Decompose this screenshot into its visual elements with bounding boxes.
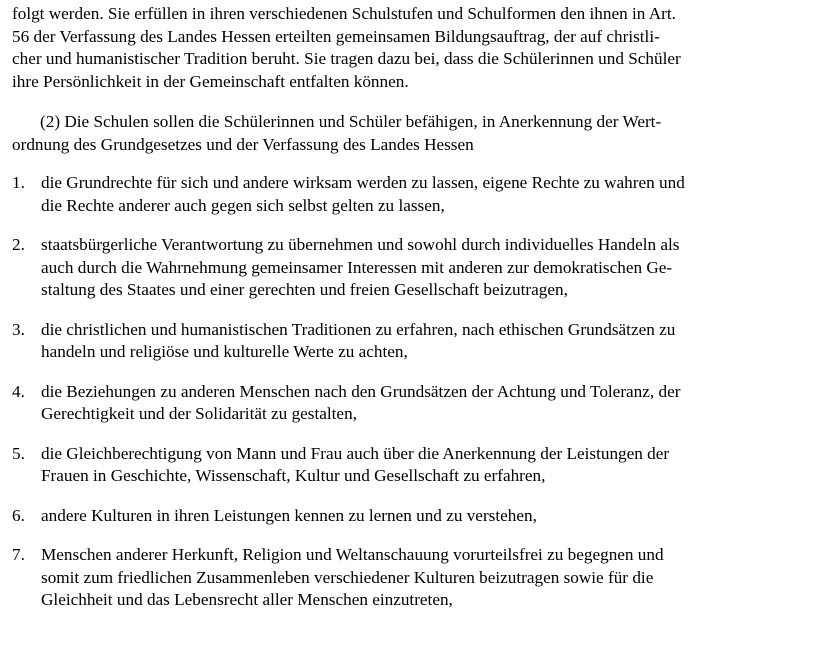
list-item (12, 505, 802, 528)
list-item (12, 443, 802, 488)
numbered-list (12, 172, 802, 612)
list-item-number: 1. (12, 173, 25, 192)
list-item (12, 172, 802, 217)
list-item-text: die Gleichberechtigung von Mann und Frau auch über die Anerkennung der Leistungen der (41, 443, 670, 463)
list-item-text: auch durch die Wahrnehmung gemeinsamer Interessen mit anderen zur demokratischen Ge- (41, 257, 673, 277)
paragraph-2 (12, 111, 802, 156)
list-item-number: 5. (12, 443, 25, 463)
intro-paragraph (12, 3, 802, 93)
list-item-number: 4. (12, 381, 25, 401)
list-item-text: die Grundrechte für sich und andere wirksam werden zu lassen, eigene Rechte zu wahren und (41, 173, 685, 192)
list-item (12, 319, 802, 364)
list-item-text: handeln und religiöse und kulturelle Werte zu achten, (41, 342, 408, 361)
list-item-text: Gerechtigkeit und der Solidarität zu gestalten, (41, 404, 357, 423)
text-line: 56 der Verfassung des Landes Hessen erteilten gemeinsamen Bildungsauftrag, der auf christli- (12, 26, 660, 46)
text-line: ordnung des Grundgesetzes und der Verfassung des Landes Hessen (12, 134, 474, 154)
text-line: cher und humanistischer Tradition beruht. Sie tragen dazu bei, dass die Schülerinnen und Schüler (12, 49, 681, 68)
list-item (12, 234, 802, 302)
list-item-text: die Rechte anderer auch gegen sich selbst gelten zu lassen, (41, 195, 445, 215)
list-item-text: Frauen in Geschichte, Wissenschaft, Kultur und Gesellschaft zu erfahren, (41, 466, 546, 485)
list-item (12, 544, 802, 612)
list-item-text: somit zum friedlichen Zusammenleben verschiedener Kulturen beizutragen sowie für die (41, 567, 654, 587)
list-item-text: die christlichen und humanistischen Traditionen zu erfahren, nach ethischen Grundsätzen zu (41, 319, 676, 339)
list-item-number: 6. (12, 505, 25, 525)
list-item-text: staatsbürgerliche Verantwortung zu übernehmen und sowohl durch individuelles Handeln als (41, 235, 680, 254)
list-item-text: Menschen anderer Herkunft, Religion und Weltanschauung vorurteilsfrei zu begegnen und (41, 545, 664, 564)
list-item-text: die Beziehungen zu anderen Menschen nach den Grundsätzen der Achtung und Toleranz, der (41, 381, 681, 401)
list-item-number: 7. (12, 545, 25, 564)
list-item-text: andere Kulturen in ihren Leistungen kennen zu lernen und zu verstehen, (41, 505, 537, 525)
list-item-number: 3. (12, 319, 25, 339)
list-item (12, 381, 802, 426)
text-line: (2) Die Schulen sollen die Schülerinnen und Schüler befähigen, in Anerkennung der Wert- (40, 112, 662, 131)
list-item-text: staltung des Staates und einer gerechten und freien Gesellschaft beizutragen, (41, 280, 568, 299)
list-item-text: Gleichheit und das Lebensrecht aller Menschen einzutreten, (41, 590, 453, 609)
text-line: folgt werden. Sie erfüllen in ihren verschiedenen Schulstufen und Schulformen den ihnen in Art. (12, 4, 676, 23)
text-line: ihre Persönlichkeit in der Gemeinschaft entfalten können. (12, 71, 409, 91)
document-page (12, 0, 802, 629)
list-item-number: 2. (12, 235, 25, 254)
